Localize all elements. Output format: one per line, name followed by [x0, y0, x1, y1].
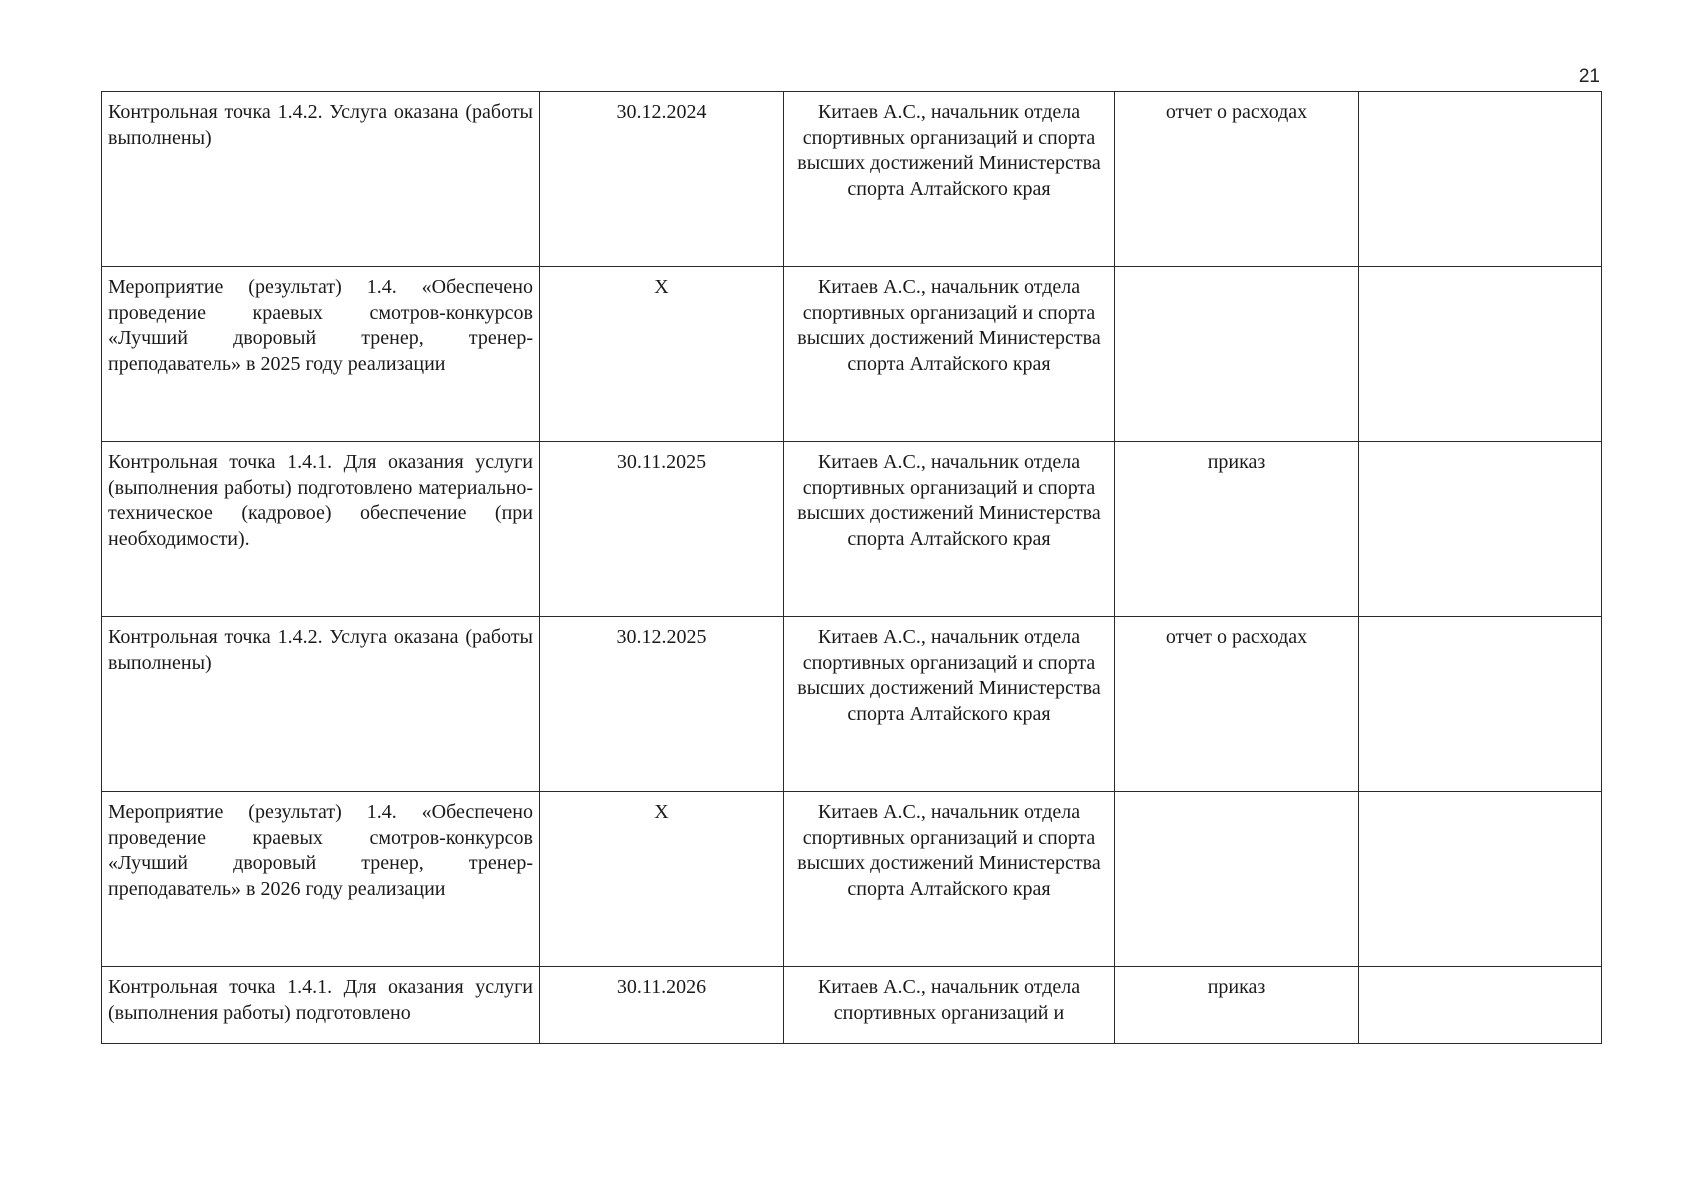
row-note-cell	[1359, 792, 1602, 967]
table-row	[102, 267, 1602, 442]
row-note-cell	[1359, 267, 1602, 442]
row-name-cell: Контрольная точка 1.4.2. Услуга оказана (работы выполнены)	[102, 617, 540, 792]
row-name-cell: Контрольная точка 1.4.1. Для оказания услуги (выполнения работы) подготовлено	[102, 967, 540, 1044]
plan-table	[101, 91, 1602, 1044]
row-document-cell: приказ	[1115, 967, 1359, 1044]
row-document-cell	[1115, 267, 1359, 442]
row-note-cell	[1359, 967, 1602, 1044]
row-document-cell: отчет о расходах	[1115, 92, 1359, 267]
row-responsible-cell: Китаев А.С., начальник отдела спортивных организаций и	[784, 967, 1115, 1044]
row-responsible-cell: Китаев А.С., начальник отдела спортивных организаций и спорта высших достижений Министерства спорта Алтайского края	[784, 617, 1115, 792]
row-name-cell: Контрольная точка 1.4.2. Услуга оказана (работы выполнены)	[102, 92, 540, 267]
row-date-cell: 30.11.2026	[540, 967, 784, 1044]
row-document-cell: отчет о расходах	[1115, 617, 1359, 792]
row-responsible-cell: Китаев А.С., начальник отдела спортивных организаций и спорта высших достижений Министерства спорта Алтайского края	[784, 267, 1115, 442]
row-document-cell: приказ	[1115, 442, 1359, 617]
table-row	[102, 617, 1602, 792]
row-name-cell: Мероприятие (результат) 1.4. «Обеспечено проведение краевых смотров-конкурсов «Лучший дворовый тренер, тренер-преподаватель» в 2025 году реализации	[102, 267, 540, 442]
row-date-cell: X	[540, 267, 784, 442]
page-number: 21	[1578, 66, 1600, 87]
row-responsible-cell: Китаев А.С., начальник отдела спортивных организаций и спорта высших достижений Министерства спорта Алтайского края	[784, 92, 1115, 267]
row-name-cell: Мероприятие (результат) 1.4. «Обеспечено проведение краевых смотров-конкурсов «Лучший дворовый тренер, тренер-преподаватель» в 2026 году реализации	[102, 792, 540, 967]
row-date-cell: 30.12.2024	[540, 92, 784, 267]
row-date-cell: X	[540, 792, 784, 967]
table-row	[102, 442, 1602, 617]
table-row	[102, 792, 1602, 967]
row-note-cell	[1359, 92, 1602, 267]
row-note-cell	[1359, 617, 1602, 792]
table-row	[102, 92, 1602, 267]
row-responsible-cell: Китаев А.С., начальник отдела спортивных организаций и спорта высших достижений Министерства спорта Алтайского края	[784, 442, 1115, 617]
row-document-cell	[1115, 792, 1359, 967]
row-note-cell	[1359, 442, 1602, 617]
row-date-cell: 30.11.2025	[540, 442, 784, 617]
table-row	[102, 967, 1602, 1044]
row-responsible-cell: Китаев А.С., начальник отдела спортивных организаций и спорта высших достижений Министерства спорта Алтайского края	[784, 792, 1115, 967]
row-name-cell: Контрольная точка 1.4.1. Для оказания услуги (выполнения работы) подготовлено материально-техническое (кадровое) обеспечение (при необходимости).	[102, 442, 540, 617]
row-date-cell: 30.12.2025	[540, 617, 784, 792]
